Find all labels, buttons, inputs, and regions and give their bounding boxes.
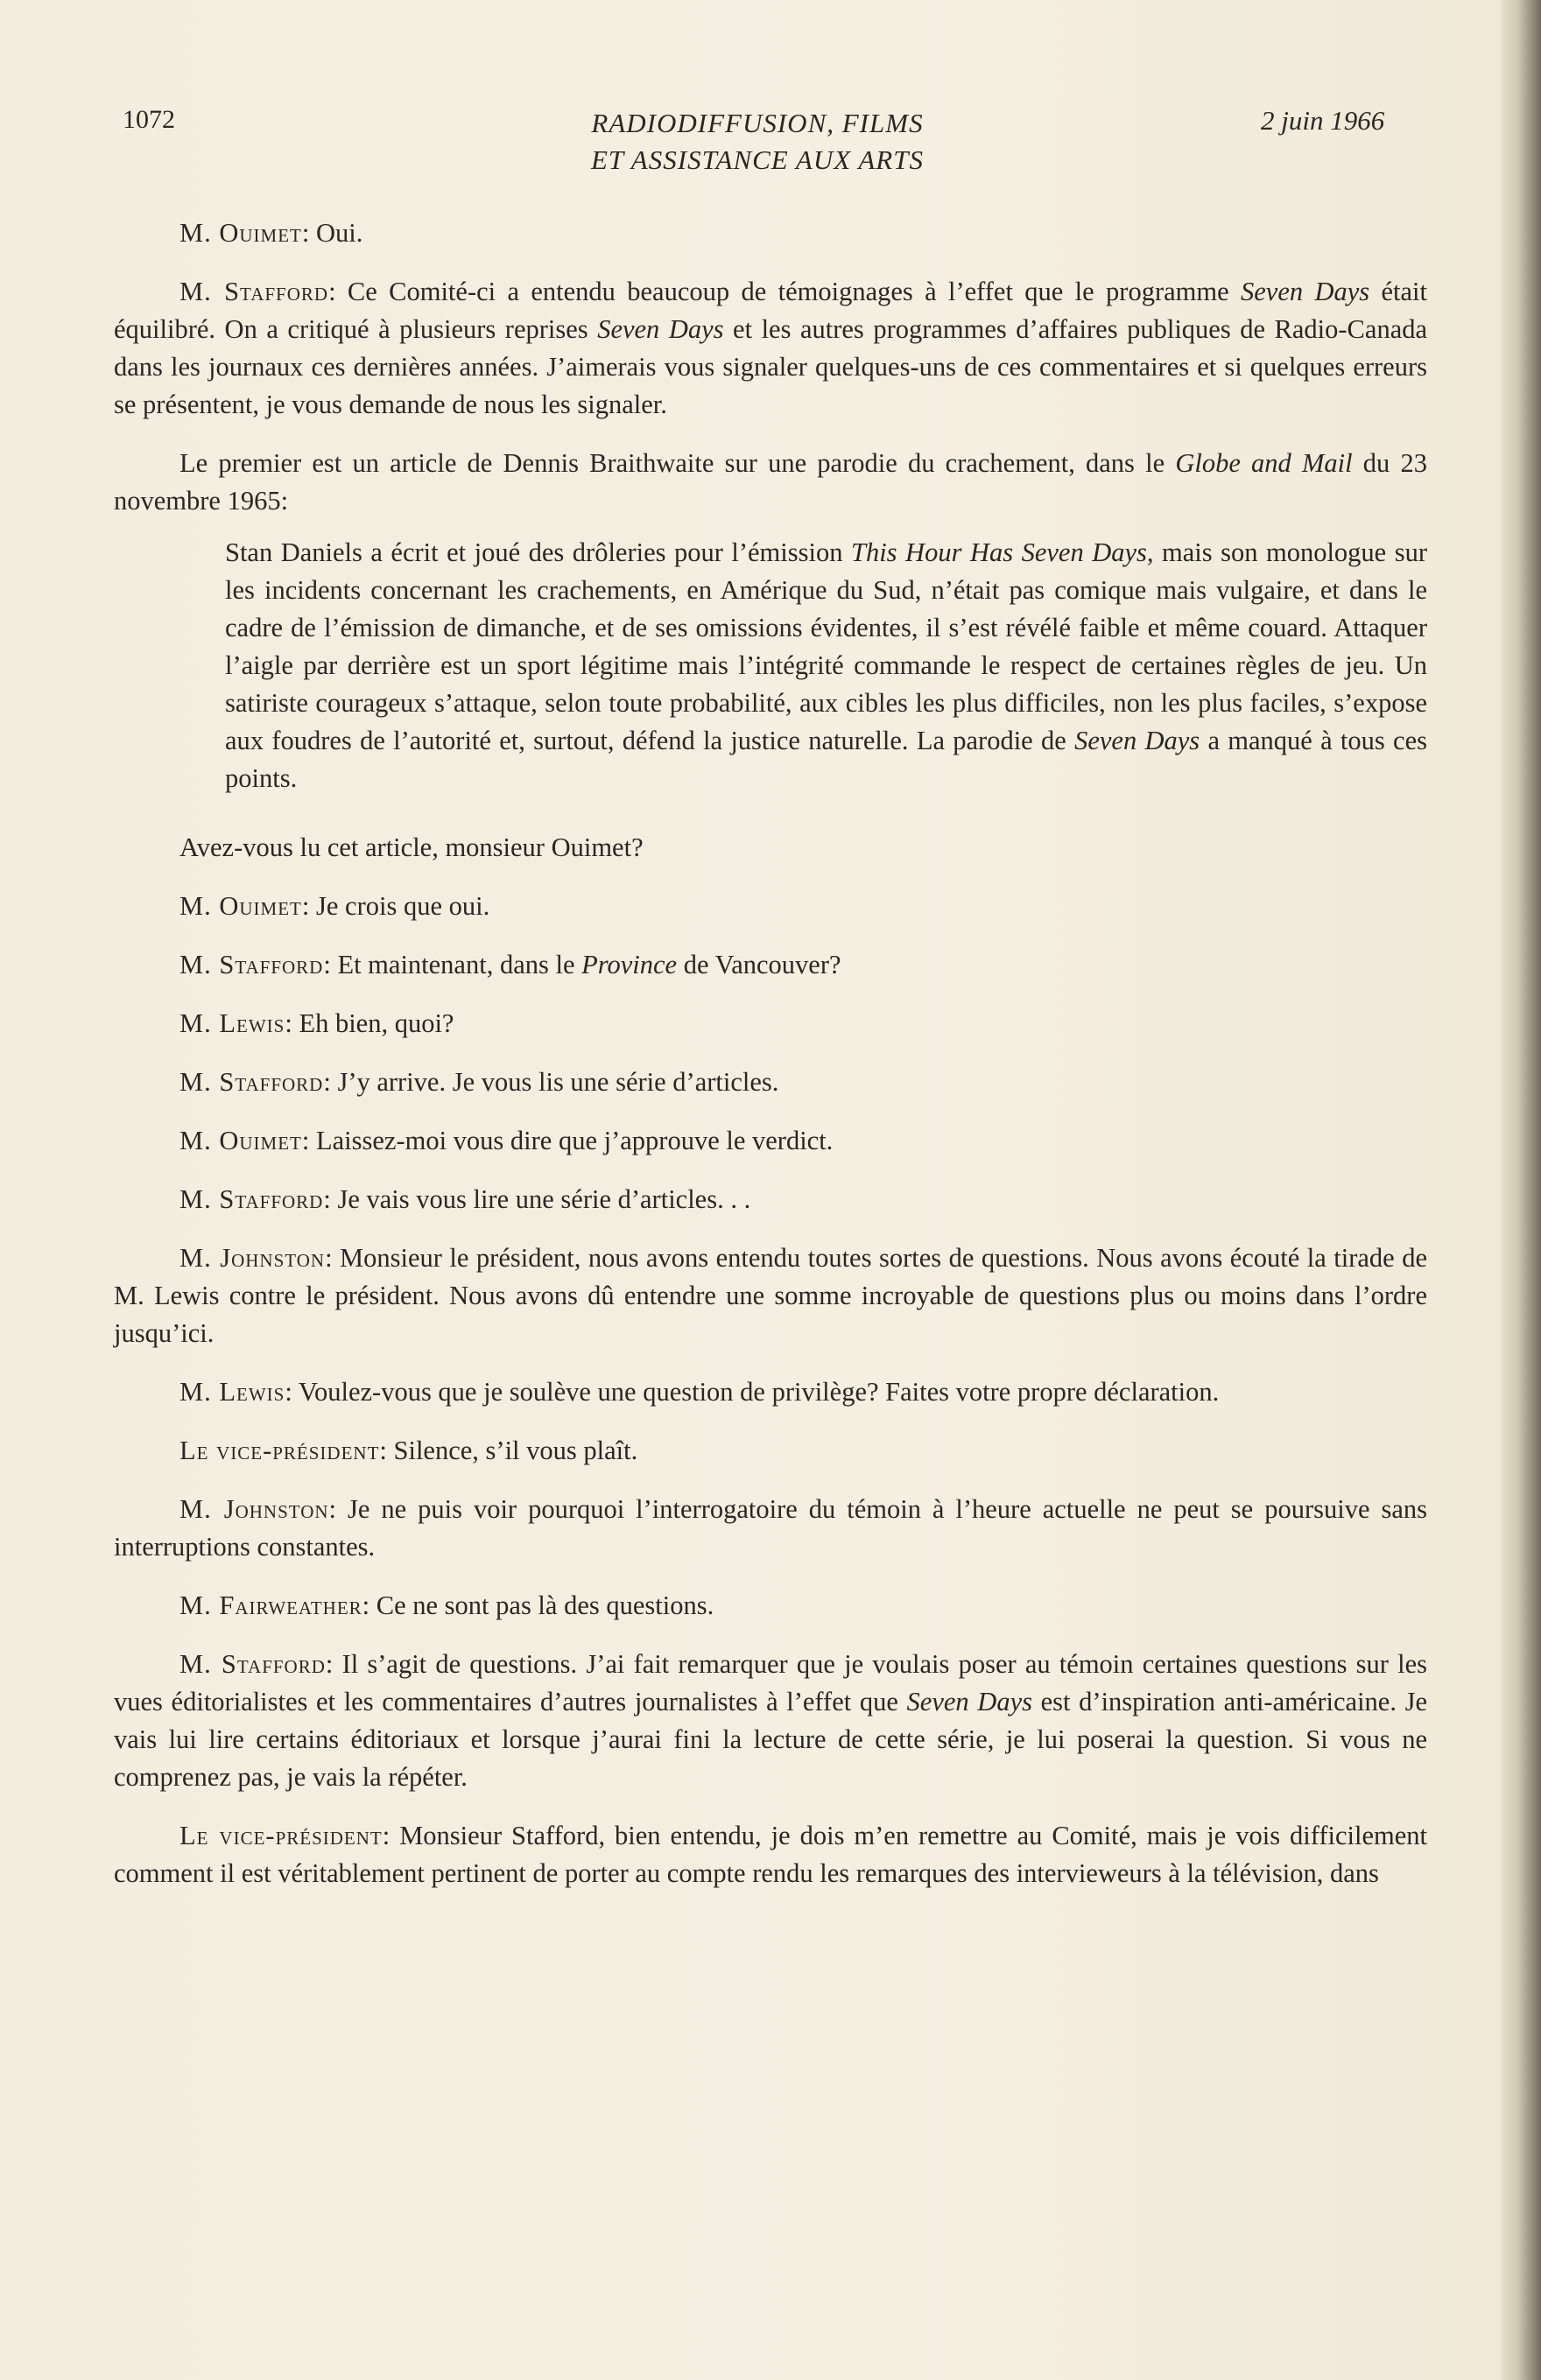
speech: J’y arrive. Je vous lis une série d’articles. xyxy=(337,1067,779,1097)
paragraph: M. Johnston: Je ne puis voir pourquoi l’interrogatoire du témoin à l’heure actuelle ne peut se poursuive sans interruptions constantes. xyxy=(114,1494,1427,1562)
quote-text: mais son monologue sur les incidents concernant les crachements, en Amérique du Sud, n’était pas comique mais vulgaire, et dans le cadre de l’émission de dimanche, et de ses omissions évidentes, il s’est révélé faible et même couard. Attaquer l’aigle par derrière est un sport légitime mais l’intégrité commande le respect de certaines règles de jeu. Un satiriste courageux s’attaque, selon toute probabilité, aux cibles les plus difficiles, non les plus faciles, s’expose aux foudres de l’autorité et, surtout, défend la justice naturelle. La parodie de xyxy=(225,537,1427,755)
book-binding-edge xyxy=(1502,0,1541,2380)
speech: Et maintenant, dans le xyxy=(337,950,582,979)
text: Le premier est un article de Dennis Braithwaite sur une parodie du crachement, dans le xyxy=(179,448,1176,478)
running-title-line-2: ET ASSISTANCE AUX ARTS xyxy=(591,144,924,175)
paragraph: M. Fairweather: Ce ne sont pas là des questions. xyxy=(179,1590,714,1620)
paragraph: M. Ouimet: Laissez-moi vous dire que j’approuve le verdict. xyxy=(179,1126,834,1155)
speaker: M. Ouimet xyxy=(179,218,302,248)
speech: Je crois que oui. xyxy=(316,891,490,921)
speech: Monsieur Stafford, bien entendu, je dois m’en remettre au Comité, mais je vois difficilement comment il est véritablement pertinent de porter au compte rendu les remarques des intervieweurs à la télévision, dans xyxy=(114,1821,1428,1888)
speaker: M. Lewis xyxy=(179,1377,285,1407)
speaker: M. Lewis xyxy=(179,1008,285,1038)
paragraph: M. Lewis: Eh bien, quoi? xyxy=(179,1008,454,1038)
speaker: M. Stafford xyxy=(179,1649,326,1679)
quote-text: Stan Daniels a écrit et joué des drôleries pour l’émission xyxy=(225,537,851,567)
speaker: M. Stafford xyxy=(179,950,324,979)
newspaper-title: Province xyxy=(581,950,678,979)
paragraph: M. Stafford: Ce Comité-ci a entendu beaucoup de témoignages à l’effet que le programme Seven Days était équilibré. On a critiqué à plusieurs reprises Seven Days et les autres programmes d’affaires publiques de Radio-Canada dans les journaux ces dernières années. J’aimerais vous signaler quelques-uns de ces commentaires et si quelques erreurs se présentent, je vous demande de nous les signaler. xyxy=(114,277,1428,419)
speech: de Vancouver? xyxy=(677,950,841,979)
text: du 23 novembre 1965: xyxy=(114,448,1427,516)
program-title: Seven Days xyxy=(1241,277,1370,306)
running-header xyxy=(0,105,1502,184)
paragraph: M. Johnston: Monsieur le président, nous avons entendu toutes sortes de questions. Nous avons écouté la tirade de M. Lewis contre le président. Nous avons dû entendre une somme incroyable de questions plus ou moins dans l’ordre jusqu’ici. xyxy=(114,1243,1427,1348)
paragraph: M. Ouimet: Oui. xyxy=(179,218,363,248)
running-title xyxy=(490,105,1024,179)
speaker: M. Johnston xyxy=(179,1243,326,1273)
paragraph: Le vice-président: Monsieur Stafford, bien entendu, je dois m’en remettre au Comité, mais je vois difficilement comment il est véritablement pertinent de porter au compte rendu les remarques des intervieweurs à la télévision, dans xyxy=(114,1821,1428,1888)
speech: Voulez-vous que je soulève une question de privilège? Faites votre propre déclaration. xyxy=(298,1377,1220,1407)
speech: et les autres programmes d’affaires publiques de Radio-Canada dans les journaux ces dernières années. J’aimerais vous signaler quelques-uns de ces commentaires et si quelques erreurs se présentent, je vous demande de nous les signaler. xyxy=(114,314,1428,419)
speech: Je ne puis voir pourquoi l’interrogatoire du témoin à l’heure actuelle ne peut se poursuive sans interruptions constantes. xyxy=(114,1494,1427,1562)
speaker: M. Ouimet xyxy=(179,891,302,921)
speaker: M. Ouimet xyxy=(179,1126,302,1155)
paragraph: M. Stafford: J’y arrive. Je vous lis une série d’articles. xyxy=(179,1067,779,1097)
program-title: Seven Days xyxy=(906,1687,1032,1717)
speech: était équilibré. On a critiqué à plusieurs reprises xyxy=(114,277,1428,344)
program-title: Seven Days xyxy=(1074,726,1200,755)
paragraph: M. Lewis: Voulez-vous que je soulève une question de privilège? Faites votre propre déclaration. xyxy=(179,1377,1220,1407)
newspaper-title: Globe and Mail xyxy=(1175,448,1353,478)
paragraph: M. Ouimet: Je crois que oui. xyxy=(179,891,490,921)
speech: Il s’agit de questions. J’ai fait remarquer que je voulais poser au témoin certaines questions sur les vues éditorialistes et les commentaires d’autres journalistes à l’effet que xyxy=(114,1649,1428,1717)
block-quote xyxy=(114,534,1427,797)
paragraph xyxy=(114,445,1427,520)
speaker: M. Stafford xyxy=(179,1184,324,1214)
paragraph: Le vice-président: Silence, s’il vous plaît. xyxy=(179,1436,638,1465)
speech: Laissez-moi vous dire que j’approuve le verdict. xyxy=(316,1126,834,1155)
header-date: 2 juin 1966 xyxy=(1261,105,1385,136)
speaker: M. Stafford xyxy=(179,1067,324,1097)
speech: Oui. xyxy=(316,218,363,248)
running-title-line-1: RADIODIFFUSION, FILMS xyxy=(591,108,924,138)
speaker: M. Johnston xyxy=(179,1494,329,1524)
text: Avez-vous lu cet article, monsieur Ouimet? xyxy=(179,832,644,862)
paragraph: M. Stafford: Je vais vous lire une série d’articles. . . xyxy=(179,1184,751,1214)
speech: Je vais vous lire une série d’articles. . . xyxy=(337,1184,751,1214)
speech: Silence, s’il vous plaît. xyxy=(393,1436,638,1465)
speech: Monsieur le président, nous avons entendu toutes sortes de questions. Nous avons écouté la tirade de M. Lewis contre le président. Nous avons dû entendre une somme incroyable de questions plus ou moins dans l’ordre jusqu’ici. xyxy=(114,1243,1427,1348)
paragraph: M. Stafford: Et maintenant, dans le Province de Vancouver? xyxy=(179,950,841,979)
speech: est d’inspiration anti-américaine. Je vais lui lire certains éditoriaux et lorsque j’aurai fini la lecture de cette série, je lui poserai la question. Si vous ne comprenez pas, je vais la répéter. xyxy=(114,1687,1428,1792)
page-number: 1072 xyxy=(123,105,175,134)
speech: Ce ne sont pas là des questions. xyxy=(376,1590,714,1620)
speech: Ce Comité-ci a entendu beaucoup de témoignages à l’effet que le programme xyxy=(347,277,1241,306)
transcript-body xyxy=(114,214,1427,1913)
paragraph xyxy=(114,829,1427,867)
speech: Eh bien, quoi? xyxy=(299,1008,454,1038)
program-title: This Hour Has Seven Days, xyxy=(850,537,1154,567)
speaker: Le vice-président xyxy=(179,1821,383,1850)
paragraph: M. Stafford: Il s’agit de questions. J’ai fait remarquer que je voulais poser au témoin certaines questions sur les vues éditorialistes et les commentaires d’autres journalistes à l’effet que Seven Days est d’inspiration anti-américaine. Je vais lui lire certains éditoriaux et lorsque j’aurai fini la lecture de cette série, je lui poserai la question. Si vous ne comprenez pas, je vais la répéter. xyxy=(114,1649,1428,1792)
speaker: Le vice-président xyxy=(179,1436,380,1465)
program-title: Seven Days xyxy=(597,314,724,344)
speaker: M. Fairweather xyxy=(179,1590,362,1620)
speaker: M. Stafford xyxy=(179,277,329,306)
quote-text: a manqué à tous ces points. xyxy=(225,726,1427,793)
